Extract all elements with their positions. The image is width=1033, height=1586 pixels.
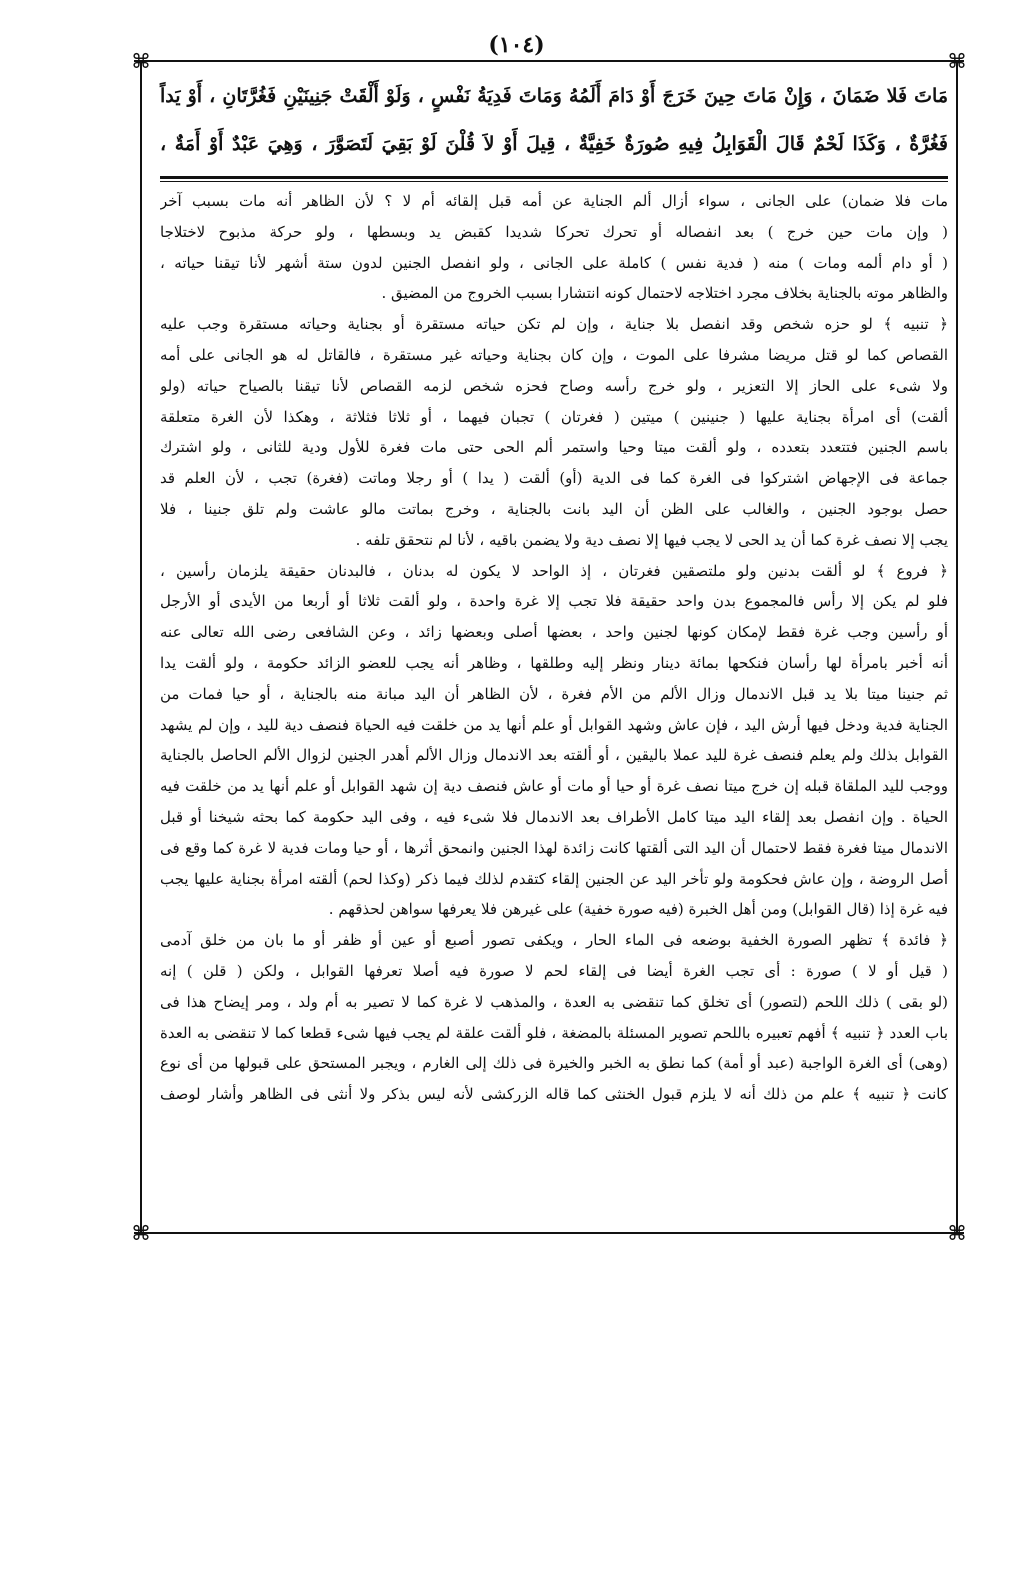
corner-ornament-icon: ⌘ bbox=[131, 49, 151, 73]
commentary-line: فلو لم يكن إلا رأس فالمجموع بدن واحد حقيقة فلا تجب إلا غرة واحدة ، ولو ألقت ثلاثا أو أربعا من الأيدى أو الأرجل bbox=[160, 592, 948, 611]
separator-rule-thin bbox=[160, 181, 948, 182]
commentary-line: أو رأسين وجب غرة فقط لإمكان كونها لجنين واحد ، بعضها أصلى وبعضها زائد ، وعن الشافعى رضى الله تعالى عنه bbox=[160, 623, 948, 642]
page-number: (١٠٤) bbox=[488, 32, 545, 58]
commentary-line: باب العدد ﴿ تنبيه ﴾ أفهم تعبيره باللحم تصوير المسئلة بالمضغة ، فلو ألقت علقة لم يجب فيها شىء قطعا كما لا تنقضى به العدة bbox=[160, 1023, 948, 1042]
commentary-text-block bbox=[160, 186, 948, 1586]
commentary-line: ﴿ فائدة ﴾ تظهر الصورة الخفية بوضعه فى الماء الحار ، ويكفى تصور أصبع أو عين أو ظفر أو ما بان من خلق آدمى bbox=[160, 931, 948, 950]
right-border bbox=[956, 60, 958, 1234]
commentary-line: ولا شىء على الحاز إلا التعزير ، ولو خرج رأسه وصاح فحزه شخص لزمه القصاص لأنا تيقنا بالصياح حياته (ولو bbox=[160, 376, 948, 395]
matn-line: مَاتَ فَلا ضَمَانَ ، وَإِنْ مَاتَ حِينَ خَرَجَ أَوْ دَامَ أَلَمُهُ وَمَاتَ فَدِيَةُ نَفْسٍ ، وَلَوْ أَلْقَتْ جَنِينَيْنِ فَغُرَّتَانِ ، أَوْ يَداً bbox=[160, 85, 948, 107]
commentary-line: يجب إلا نصف غرة كما أن يد الحى لا يجب فيها إلا نصف دية ولا يضمن باقيه ، لأنا لم نتحقق تلفه . bbox=[355, 530, 948, 549]
commentary-line: جماعة فى الإجهاض اشتركوا فى الغرة كما فى الدية (أو) ألقت ( يدا ) أو رجلا وماتت (فغرة) تجب ، لأن العلم قد bbox=[160, 469, 948, 488]
top-border bbox=[134, 60, 964, 62]
commentary-line: والظاهر موته بالجناية بخلاف مجرد اختلاجه لاحتمال كونه انتشارا بسبب الخروج من المضيق . bbox=[381, 284, 948, 303]
commentary-line: الاندمال ميتا فغرة فقط لاحتمال أن اليد التى ألقتها كانت زائدة لهذا الجنين وانمحق أثرها ، أو حيا ومات فدية لا غرة كما وقع فى bbox=[160, 838, 948, 857]
corner-ornament-icon: ⌘ bbox=[947, 1221, 967, 1245]
commentary-line: أصل الروضة ، وإن عاش فحكومة ولو تأخر اليد عن الجنين إلقاء كتقدم لذلك فيما ذكر (وكذا لحم) ألقته امرأة بجناية عليها يجب bbox=[160, 869, 948, 888]
commentary-line: حصل بوجود الجنين ، والغالب على الظن أن اليد بانت بالجناية ، وخرج بماتت مالو عاشت ولم تلق جنينا ، فلا bbox=[160, 499, 948, 518]
matn-text-block bbox=[160, 72, 948, 172]
commentary-line: (وهى) أى الغرة الواجبة (عبد أو أمة) كما نطق به الخبر والخيرة فى ذلك إلى الغارم ، ويجبر المستحق على قبولها من أى نوع bbox=[160, 1054, 948, 1073]
commentary-line: ( قيل أو لا ) صورة : أى تجب الغرة أيضا فى إلقاء لحم لا صورة فيه أصلا تعرفها القوابل ، ولكن ( قلن ) إنه bbox=[160, 961, 948, 980]
corner-ornament-icon: ⌘ bbox=[947, 49, 967, 73]
commentary-line: ﴿ فروع ﴾ لو ألقت بدنين ولو ملتصقين فغرتان ، إذ الواحد لا يكون له بدنان ، فالبدنان حقيقة يلزمان رأسين ، bbox=[160, 561, 948, 580]
commentary-line: القوابل بذلك ولم يعلم فنصف غرة لليد عملا باليقين ، أو ألقته بعد الاندمال وزال الألم أهدر الجنين لزوال الألم الحاصل بالجناية bbox=[160, 746, 948, 765]
commentary-line: ﴿ تنبيه ﴾ لو حزه شخص وقد انفصل بلا جناية ، وإن لم تكن حياته مستقرة أو بجناية وحياته مستقرة وجب عليه bbox=[160, 315, 948, 334]
commentary-line: فيه غرة إذا (قال القوابل) ومن أهل الخبرة (فيه صورة خفية) على غيرهن فلا يعرفها سواهن لحذقهم . bbox=[328, 900, 948, 919]
commentary-line: ووجب لليد الملقاة قبله إن خرج ميتا نصف غرة أو حيا أو مات أو عاش فنصف دية إن شهد القوابل أو علم أنها يد من خلقت فيه bbox=[160, 777, 948, 796]
commentary-line: الحياة . وإن انفصل بعد إلقاء اليد ميتا كامل الأطراف بعد الاندمال فلا شىء فيه ، وفى اليد حكومة كما بحثه شيخنا أو قبل bbox=[160, 807, 948, 826]
commentary-line: ألقت) أى امرأة بجناية عليها ( جنينين ) ميتين ( فغرتان ) تجبان فيهما ، أو ثلاثا فثلاثة ، وهكذا لأن الغرة متعلقة bbox=[160, 407, 948, 426]
commentary-line: أنه أخبر بامرأة لها رأسان فنكحها بمائة دينار ونظر إليه وطلقها ، وظاهر أنه يجب للعضو الزائد حكومة ، ولو ألقت يدا bbox=[160, 653, 948, 672]
matn-line: فَغُرَّةٌ ، وَكَذَا لَحْمٌ قَالَ الْقَوَابِلُ فِيهِ صُورَةٌ خَفِيَّةٌ ، قِيلَ أَوْ لاَ قُلْنَ لَوْ بَقِيَ لَتَصَوَّرَ ، وَهِيَ عَبْدٌ أَوْ أَمَةٌ ، bbox=[160, 133, 948, 155]
commentary-line: مات فلا ضمان) على الجانى ، سواء أزال ألم الجناية عن أمه قبل إلقائه أم لا ؟ لأن الظاهر أنه مات بسبب آخر bbox=[160, 192, 948, 210]
commentary-line: القصاص كما لو قتل مريضا مشرفا على الموت ، وإن كان بجناية وحياته غير مستقرة ، فالقاتل له هو الجانى على أمه bbox=[160, 345, 948, 364]
commentary-line: باسم الجنين فتتعدد بتعدده ، ولو ألقت ميتا وحيا واستمر ألم الحى حتى مات فغرة للأول ودية للثانى ، ولو اشترك bbox=[160, 438, 948, 457]
separator-rule bbox=[160, 176, 948, 179]
commentary-line: ( أو دام ألمه ومات ) منه ( فدية نفس ) كاملة على الجانى ، ولو انفصل الجنين لدون ستة أشهر لأنا تيقنا حياته ، bbox=[160, 253, 948, 272]
commentary-line: الجناية فدية ودخل فيها أرش اليد ، فإن عاش وشهد القوابل أو علم أنها يد من خلقت فيه الحياة فنصف دية لليد ، وإن لم يشهد bbox=[160, 715, 948, 734]
commentary-line: كانت ﴿ تنبيه ﴾ علم من ذلك أنه لا يلزم قبول الخنثى كما قاله الزركشى لأنه ليس بذكر ولا أنثى فى الظاهر وأشار لوصف bbox=[160, 1085, 948, 1104]
commentary-line: ( وإن مات حين خرج ) بعد انفصاله أو تحرك تحركا شديدا كقبض يد وبسطها ، ولو حركة مذبوح لاختلاجا bbox=[160, 222, 948, 241]
commentary-line: (لو بقى ) ذلك اللحم (لتصور) أى تخلق كما تنقضى به العدة ، والمذهب لا غرة كما لا تصير به أم ولد ، ومر إيضاح هذا فى bbox=[160, 992, 948, 1011]
commentary-line: ثم جنينا ميتا بلا يد قبل الاندمال وزال الألم من الأم فغرة ، لأن الظاهر أن اليد مبانة منه بالجناية ، أو حيا فمات من bbox=[160, 684, 948, 703]
corner-ornament-icon: ⌘ bbox=[131, 1221, 151, 1245]
left-border bbox=[140, 60, 142, 1234]
